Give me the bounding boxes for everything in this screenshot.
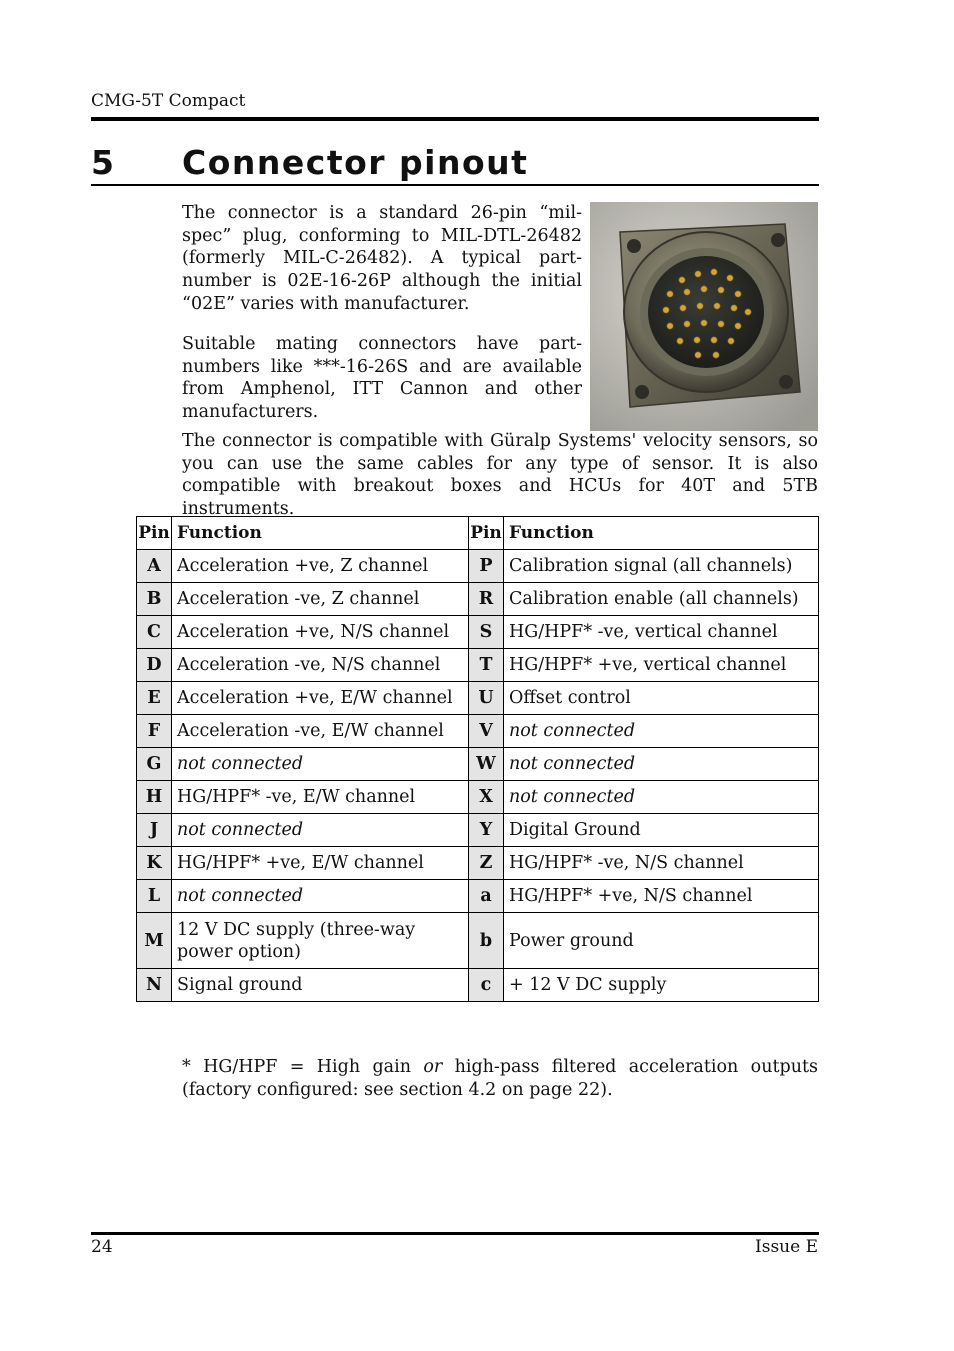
pin-cell: c <box>469 969 504 1002</box>
chapter-rule <box>91 184 819 186</box>
pin-cell: A <box>137 550 172 583</box>
pin-cell: X <box>469 781 504 814</box>
connector-photo <box>590 202 818 431</box>
footnote-suffix: high-pass filtered acceleration outputs (factory configured: see section 4.2 on page 22). <box>182 1057 818 1100</box>
table-row <box>137 913 819 969</box>
table-row <box>137 969 819 1002</box>
function-cell: HG/HPF* +ve, vertical channel <box>504 649 819 682</box>
intro-paragraph: The connector is a standard 26-pin “mil-spec” plug, conforming to MIL-DTL-26482 (formerly MIL-C-26482). A typical part-number is 02E-16-26P although the initial “02E” varies with manufacturer. <box>182 203 582 314</box>
pin-cell: L <box>137 880 172 913</box>
pin-cell: P <box>469 550 504 583</box>
footnote-emphasis: or <box>423 1057 443 1077</box>
pin-cell: W <box>469 748 504 781</box>
function-cell: Acceleration -ve, Z channel <box>172 583 469 616</box>
function-cell: not connected <box>172 880 469 913</box>
pin-cell: b <box>469 913 504 969</box>
table-row <box>137 616 819 649</box>
pin-cell: T <box>469 649 504 682</box>
issue-label: Issue E <box>755 1237 818 1257</box>
function-cell: Acceleration -ve, E/W channel <box>172 715 469 748</box>
chapter-title: Connector pinout <box>182 143 529 182</box>
pin-cell: E <box>137 682 172 715</box>
function-cell: Signal ground <box>172 969 469 1002</box>
header-pin-right: Pin <box>469 517 504 550</box>
function-cell: not connected <box>504 781 819 814</box>
running-header: CMG-5T Compact <box>91 91 246 111</box>
function-cell: Calibration enable (all channels) <box>504 583 819 616</box>
pin-cell: C <box>137 616 172 649</box>
header-rule <box>91 117 819 121</box>
pin-cell: M <box>137 913 172 969</box>
table-row <box>137 880 819 913</box>
table-row <box>137 781 819 814</box>
function-cell: HG/HPF* -ve, vertical channel <box>504 616 819 649</box>
function-cell: Acceleration -ve, N/S channel <box>172 649 469 682</box>
function-cell: HG/HPF* +ve, E/W channel <box>172 847 469 880</box>
function-cell: Power ground <box>504 913 819 969</box>
function-cell: not connected <box>172 814 469 847</box>
header-pin-left: Pin <box>137 517 172 550</box>
function-cell: Calibration signal (all channels) <box>504 550 819 583</box>
table-row <box>137 814 819 847</box>
function-cell: 12 V DC supply (three-way power option) <box>172 913 469 969</box>
header-function-left: Function <box>172 517 469 550</box>
function-cell: + 12 V DC supply <box>504 969 819 1002</box>
function-cell: Acceleration +ve, E/W channel <box>172 682 469 715</box>
table-row <box>137 748 819 781</box>
function-cell: Acceleration +ve, N/S channel <box>172 616 469 649</box>
table-row <box>137 715 819 748</box>
pin-cell: U <box>469 682 504 715</box>
pin-cell: B <box>137 583 172 616</box>
pin-cell: a <box>469 880 504 913</box>
pin-cell: D <box>137 649 172 682</box>
pin-cell: R <box>469 583 504 616</box>
table-row <box>137 649 819 682</box>
footnote-prefix: * HG/HPF = High gain <box>182 1057 424 1077</box>
compatibility-paragraph: The connector is compatible with Güralp Systems' velocity sensors, so you can use the same cables for any type of sensor. It is also compatible with breakout boxes and HCUs for 40T and 5TB instruments. <box>182 431 818 520</box>
table-row <box>137 847 819 880</box>
footer-rule <box>91 1232 819 1235</box>
pin-cell: K <box>137 847 172 880</box>
pin-cell: J <box>137 814 172 847</box>
function-cell: Offset control <box>504 682 819 715</box>
table-header-row <box>137 517 819 550</box>
pin-cell: G <box>137 748 172 781</box>
function-cell: HG/HPF* -ve, N/S channel <box>504 847 819 880</box>
pin-cell: F <box>137 715 172 748</box>
pin-cell: N <box>137 969 172 1002</box>
function-cell: not connected <box>504 748 819 781</box>
function-cell: Acceleration +ve, Z channel <box>172 550 469 583</box>
function-cell: HG/HPF* -ve, E/W channel <box>172 781 469 814</box>
table-row <box>137 682 819 715</box>
pin-cell: V <box>469 715 504 748</box>
pin-cell: Y <box>469 814 504 847</box>
function-cell: not connected <box>172 748 469 781</box>
mating-connectors-paragraph: Suitable mating connectors have part-numbers like ***-16-26S and are available from Amphenol, ITT Cannon and other manufacturers. <box>182 334 582 423</box>
header-function-right: Function <box>504 517 819 550</box>
table-row <box>137 583 819 616</box>
pinout-table <box>136 516 819 1002</box>
pin-cell: H <box>137 781 172 814</box>
function-cell: not connected <box>504 715 819 748</box>
function-cell: HG/HPF* +ve, N/S channel <box>504 880 819 913</box>
pin-cell: S <box>469 616 504 649</box>
pin-cell: Z <box>469 847 504 880</box>
footnote <box>182 1056 818 1101</box>
chapter-number: 5 <box>91 143 115 182</box>
function-cell: Digital Ground <box>504 814 819 847</box>
page-number: 24 <box>91 1237 113 1257</box>
table-row <box>137 550 819 583</box>
